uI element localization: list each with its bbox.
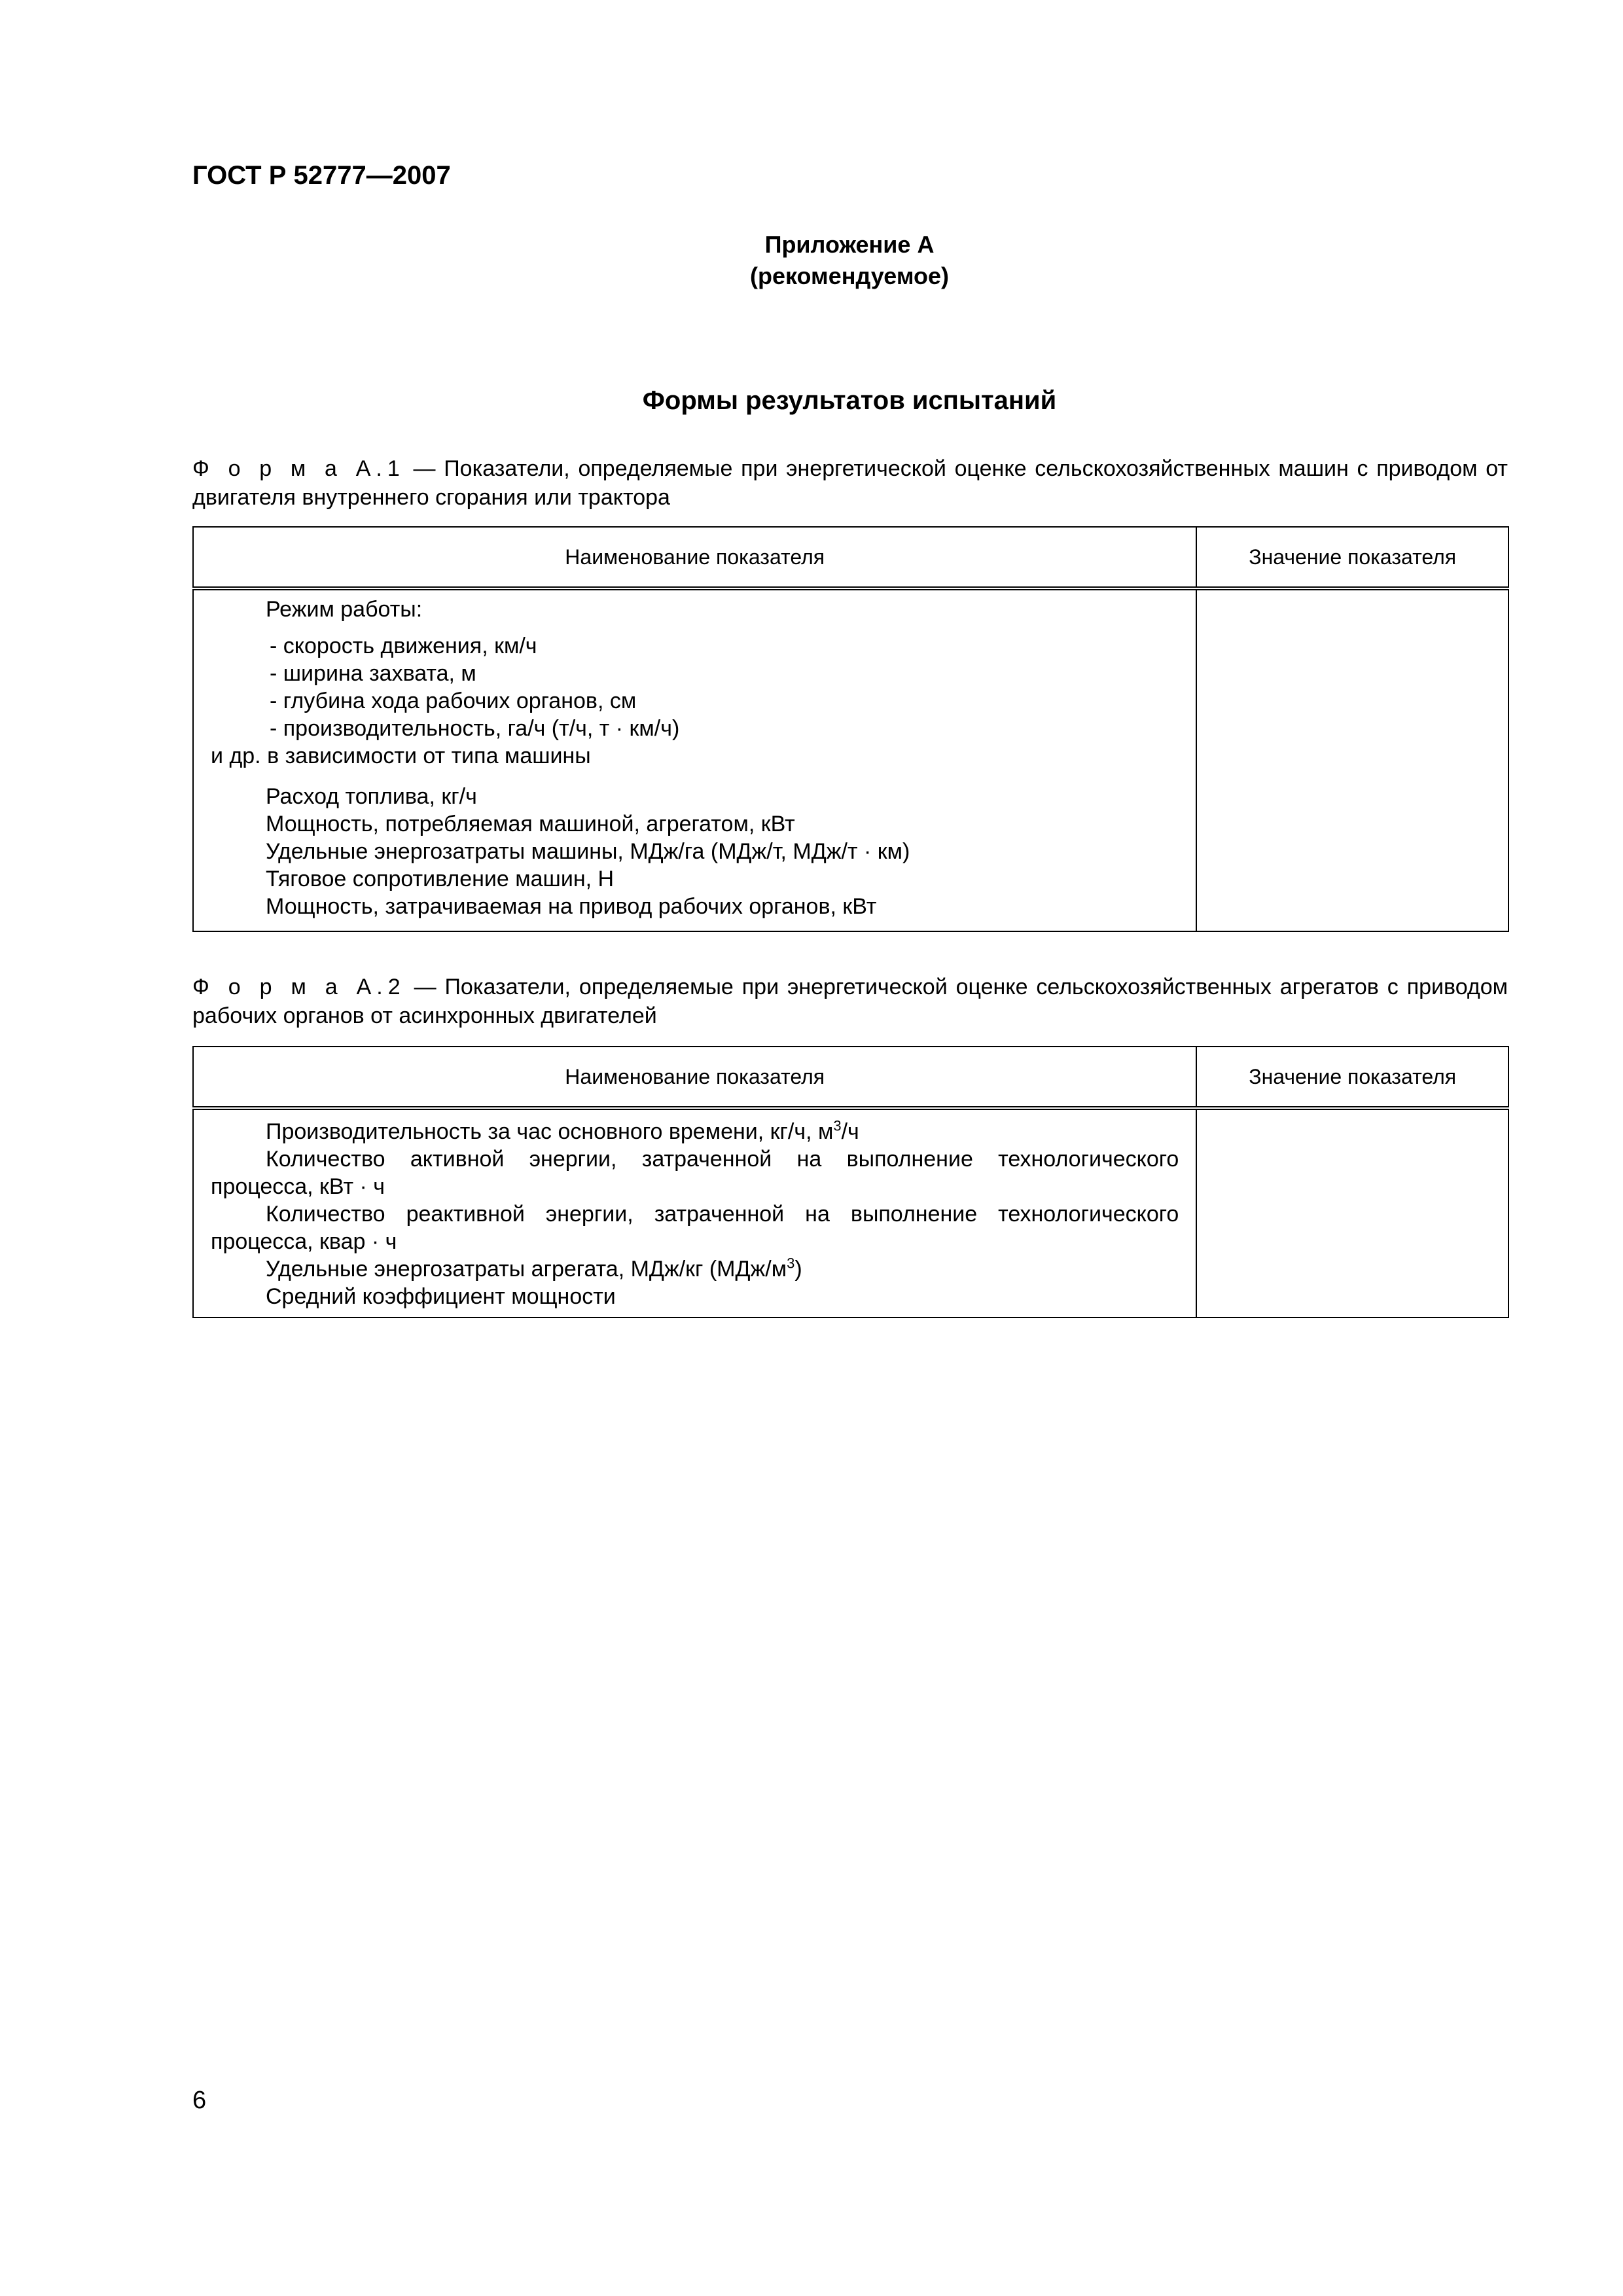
form-a1-caption [192, 454, 1508, 512]
form-a2-name-cell [193, 1108, 1196, 1318]
form-a2-value-cell [1196, 1108, 1508, 1318]
form-a1-caption-prefix: Ф о р м а А.1 [192, 456, 405, 481]
form-a1-mode-item: - скорость движения, км/ч [270, 634, 537, 658]
section-title: Формы результатов испытаний [642, 386, 1057, 415]
form-a2-caption [192, 973, 1508, 1030]
form-a1-mode-item: - производительность, га/ч (т/ч, т · км/ч) [270, 716, 680, 741]
form-a1-value-cell [1196, 588, 1508, 931]
form-a2-row-reactive-energy-cont: процесса, квар · ч [211, 1229, 397, 1254]
document-code: ГОСТ Р 52777—2007 [192, 161, 451, 190]
form-a2-caption-text: — Показатели, определяемые при энергетической оценке сельскохозяйственных агрегатов с приводом рабочих органов от асинхронных двигателей [192, 975, 1508, 1028]
form-a2-header-name: Наименование показателя [193, 1047, 1196, 1108]
page-number: 6 [192, 2087, 207, 2114]
form-a2-header-value: Значение показателя [1196, 1047, 1508, 1108]
form-a2-row-productivity: Производительность за час основного времени, кг/ч, $м^3/ч$ [266, 1117, 859, 1144]
appendix-status: (рекомендуемое) [750, 262, 949, 289]
form-a2-row-reactive-energy: Количество реактивной энергии, затраченной на выполнение технологического [266, 1202, 1179, 1227]
form-a1-header-row [193, 527, 1508, 588]
form-a2-header-row [193, 1047, 1508, 1108]
form-a2-row-active-energy: Количество активной энергии, затраченной на выполнение технологического [266, 1147, 1179, 1172]
form-a1-table [192, 526, 1509, 932]
form-a1-mode-item: - глубина хода рабочих органов, см [270, 689, 637, 713]
appendix-title: Приложение А [764, 231, 935, 258]
form-a1-row: Тяговое сопротивление машин, Н [266, 867, 615, 891]
form-a1-caption-text: — Показатели, определяемые при энергетической оценке сельскохозяйственных машин с приводом от двигателя внутреннего сгорания или трактора [192, 456, 1508, 510]
form-a1-row: Расход топлива, кг/ч [266, 784, 477, 809]
form-a1-name-cell [193, 588, 1196, 931]
form-a1-row: Мощность, потребляемая машиной, агрегатом, кВт [266, 812, 795, 836]
form-a2-body-row [193, 1108, 1508, 1318]
form-a2-row-specific-energy: Удельные энергозатраты агрегата, МДж/кг $(МДж/м^3)$ [266, 1255, 802, 1282]
form-a1-mode-item: - ширина захвата, м [270, 661, 476, 686]
form-a1-body-row [193, 588, 1508, 931]
form-a2-row-active-energy-cont: процесса, кВт · ч [211, 1174, 385, 1199]
form-a1-row: Мощность, затрачиваемая на привод рабочих органов, кВт [266, 894, 877, 919]
form-a1-mode-label: Режим работы: [266, 597, 423, 622]
form-a1-header-value: Значение показателя [1196, 527, 1508, 588]
form-a2-table [192, 1046, 1509, 1318]
form-a1-header-name: Наименование показателя [193, 527, 1196, 588]
form-a2-caption-prefix: Ф о р м а А.2 [192, 975, 406, 999]
form-a2-row-power-factor: Средний коэффициент мощности [266, 1284, 616, 1309]
form-a1-mode-tail: и др. в зависимости от типа машины [211, 744, 591, 768]
form-a1-row: Удельные энергозатраты машины, МДж/га (МДж/т, МДж/т · км) [266, 839, 910, 864]
